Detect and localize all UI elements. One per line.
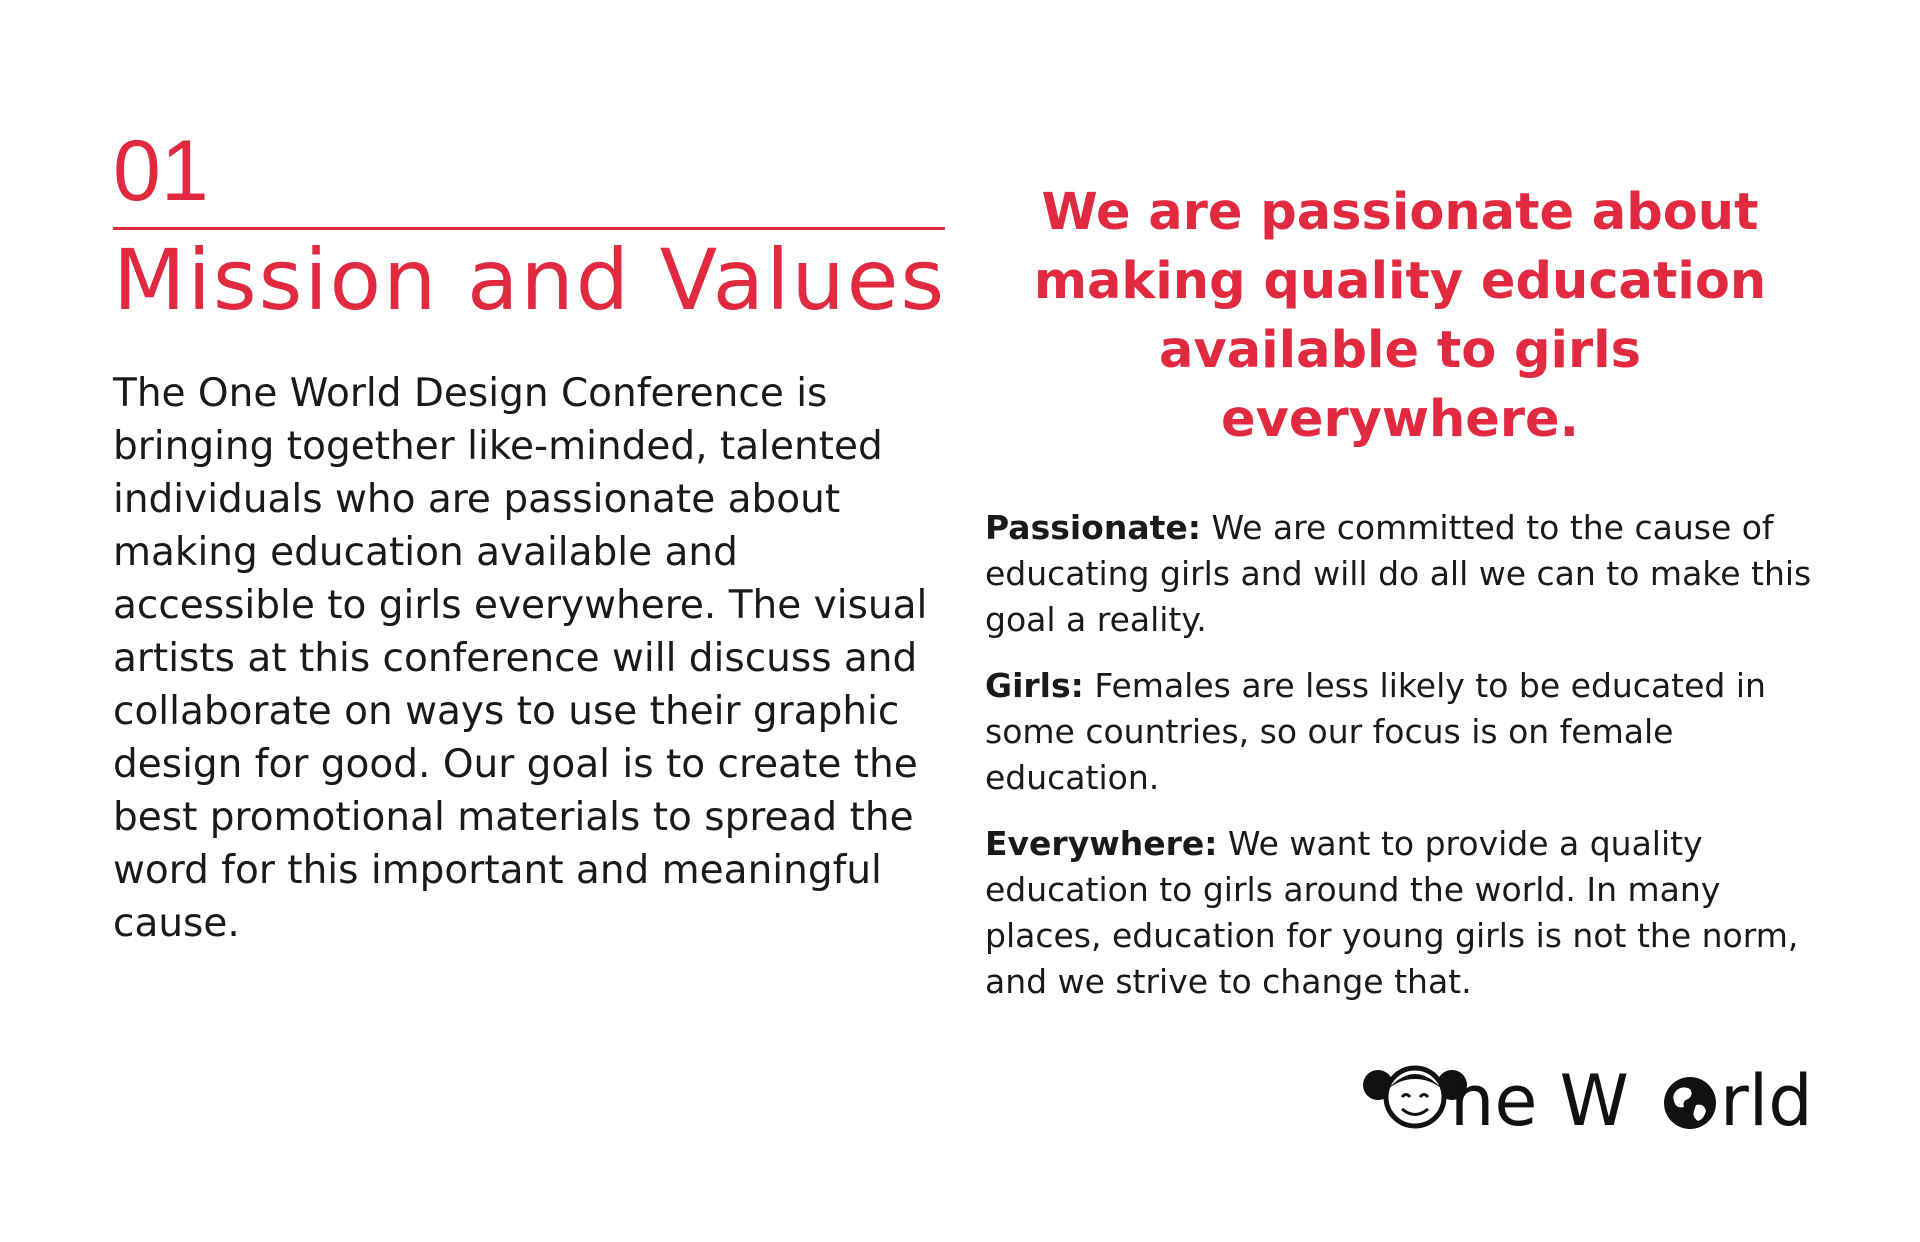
title-divider [113,227,945,230]
values-list [985,505,1830,1025]
value-item-everywhere [985,821,1830,1005]
page-title: Mission and Values [113,231,947,329]
value-description: Females are less likely to be educated in some countries, so our focus is on female education. [985,666,1766,797]
value-description: We want to provide a quality education to girls around the world. In many places, education for young girls is not the norm, and we strive to change that. [985,824,1799,1001]
headline: We are passionate about making quality education available to girls everywhere. [1033,183,1767,449]
value-item-passionate [985,505,1830,643]
one-world-logo [1360,1055,1830,1135]
svg-text:rld: rld [1720,1060,1813,1135]
value-term: Everywhere: [985,824,1218,863]
svg-text:ne W: ne W [1450,1060,1629,1135]
intro-paragraph: The One World Design Conference is bringing together like-minded, talented individuals who are passionate about making education available and accessible to girls everywhere. The visual artists at this conference will discuss and collaborate on ways to use their graphic design for good. Our goal is to create the best promotional materials to spread the word for this important and meaningful cause. [113,371,928,946]
globe-icon [1664,1077,1716,1129]
value-item-girls [985,663,1830,801]
section-number: 01 [113,123,209,219]
value-term: Passionate: [985,508,1201,547]
value-term: Girls: [985,666,1084,705]
value-description: We are committed to the cause of educating girls and will do all we can to make this goal a reality. [985,508,1812,639]
